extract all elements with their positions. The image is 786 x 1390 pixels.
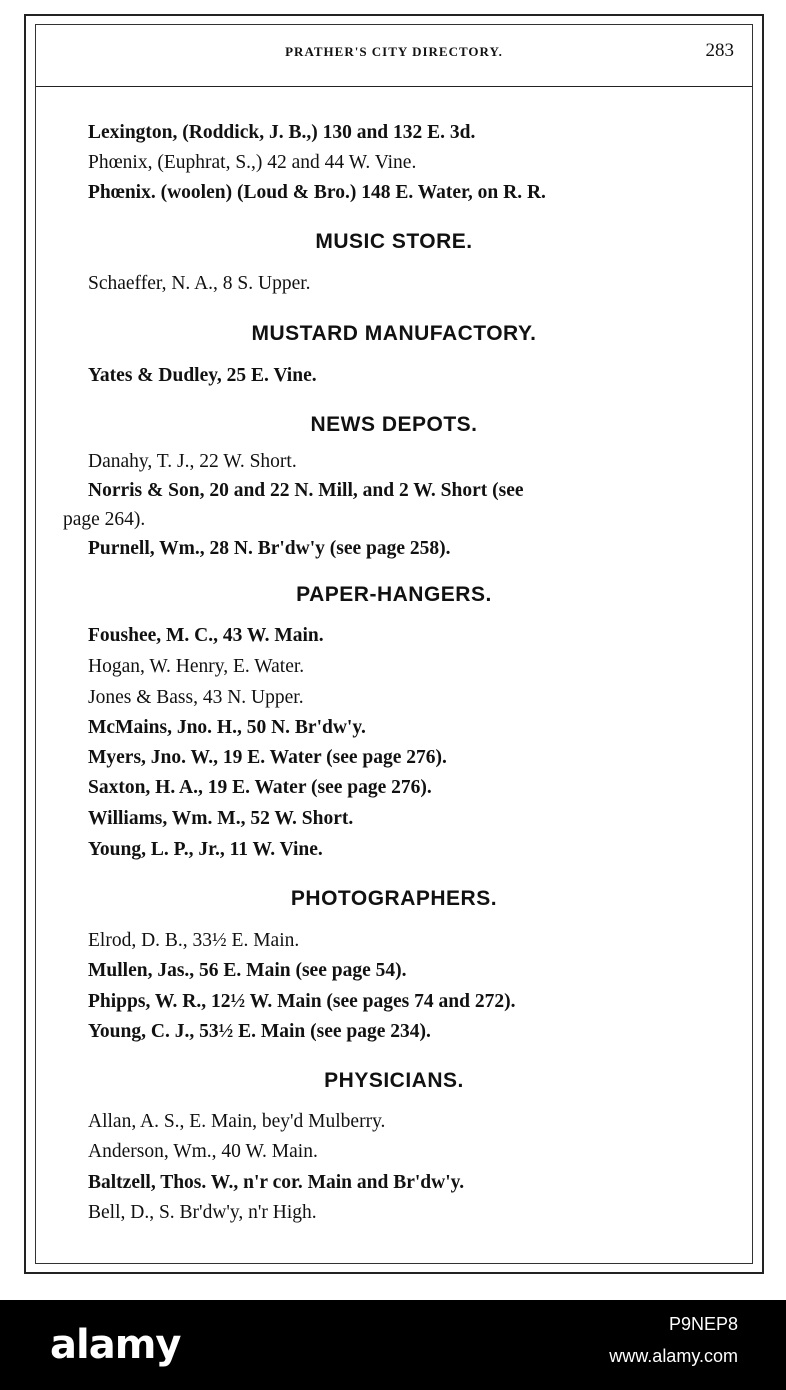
directory-entry: Phœnix, (Euphrat, S.,) 42 and 44 W. Vine. — [88, 152, 417, 173]
alamy-logo: alamy — [50, 1322, 181, 1368]
directory-entry: Hogan, W. Henry, E. Water. — [88, 656, 305, 677]
directory-entry: Myers, Jno. W., 19 E. Water (see page 276). — [88, 747, 447, 768]
directory-entry: Phœnix. (woolen) (Loud & Bro.) 148 E. Water, on R. R. — [88, 182, 546, 203]
directory-entry: Jones & Bass, 43 N. Upper. — [88, 687, 304, 708]
directory-entry: McMains, Jno. H., 50 N. Br'dw'y. — [88, 717, 366, 738]
directory-entry: Elrod, D. B., 33½ E. Main. — [88, 930, 300, 951]
directory-entry: Saxton, H. A., 19 E. Water (see page 276). — [88, 777, 432, 798]
directory-entry: Phipps, W. R., 12½ W. Main (see pages 74 and 272). — [88, 991, 516, 1012]
section-heading-paper-hangers: PAPER-HANGERS. — [296, 583, 492, 606]
directory-entry: Schaeffer, N. A., 8 S. Upper. — [88, 273, 311, 294]
directory-entry: Foushee, M. C., 43 W. Main. — [88, 625, 324, 646]
section-heading-mustard-manufactory: MUSTARD MANUFACTORY. — [251, 322, 537, 345]
directory-entry-continuation: page 264). — [63, 509, 146, 530]
directory-entry: Baltzell, Thos. W., n'r cor. Main and Br'dw'y. — [88, 1172, 465, 1193]
directory-entry: Yates & Dudley, 25 E. Vine. — [88, 365, 317, 386]
section-heading-photographers: PHOTOGRAPHERS. — [290, 887, 498, 910]
image-id: P9NEP8 — [668, 1314, 738, 1334]
directory-entry: Lexington, (Roddick, J. B.,) 130 and 132 E. 3d. — [88, 122, 476, 143]
directory-entry: Danahy, T. J., 22 W. Short. — [88, 451, 297, 472]
directory-entry: Williams, Wm. M., 52 W. Short. — [88, 808, 354, 829]
page-number: 283 — [705, 40, 734, 61]
directory-entry: Bell, D., S. Br'dw'y, n'r High. — [88, 1202, 317, 1223]
directory-entry: Purnell, Wm., 28 N. Br'dw'y (see page 258). — [88, 538, 451, 559]
directory-entry: Allan, A. S., E. Main, bey'd Mulberry. — [88, 1111, 386, 1132]
directory-entry: Anderson, Wm., 40 W. Main. — [88, 1141, 318, 1162]
stock-watermark-band — [0, 1300, 786, 1390]
directory-entry: Mullen, Jas., 56 E. Main (see page 54). — [88, 960, 407, 981]
section-heading-news-depots: NEWS DEPOTS. — [310, 413, 478, 436]
running-title: PRATHER'S CITY DIRECTORY. — [285, 44, 503, 59]
directory-entry: Norris & Son, 20 and 22 N. Mill, and 2 W. Short (see — [88, 480, 524, 501]
watermark-url: www.alamy.com — [609, 1346, 738, 1366]
directory-entry: Young, L. P., Jr., 11 W. Vine. — [88, 839, 323, 860]
section-heading-physicians: PHYSICIANS. — [324, 1069, 464, 1092]
section-heading-music-store: MUSIC STORE. — [315, 230, 473, 253]
directory-entry: Young, C. J., 53½ E. Main (see page 234). — [88, 1021, 431, 1042]
